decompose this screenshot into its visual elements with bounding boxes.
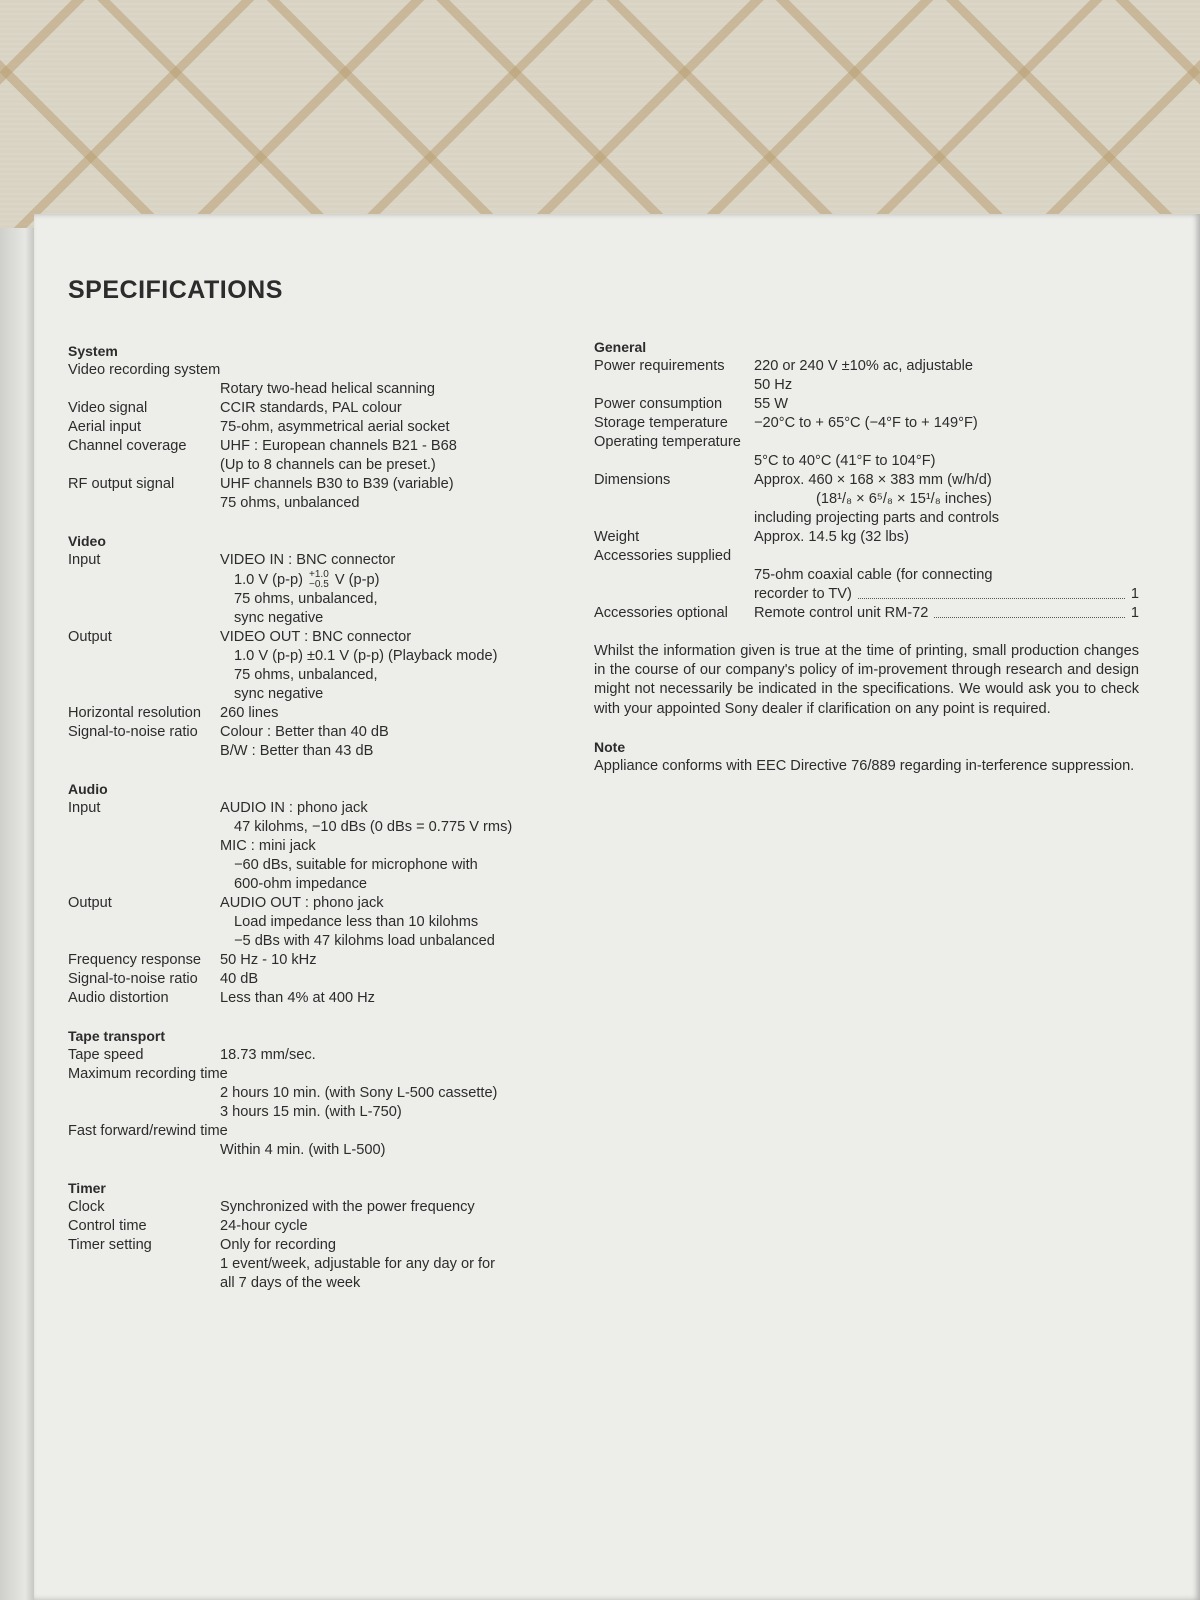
- section-heading-tape: Tape transport: [68, 1028, 165, 1044]
- spec-label: Clock: [68, 1199, 105, 1215]
- spec-row: [68, 723, 568, 742]
- spec-label: Video recording system: [68, 362, 221, 378]
- spec-label: Accessories supplied: [594, 548, 732, 564]
- spec-label: Input: [68, 552, 101, 568]
- spec-row: [68, 704, 568, 723]
- spec-value: Rotary two-head helical scanning: [220, 381, 435, 397]
- spec-value: including projecting parts and controls: [754, 510, 999, 526]
- spec-row: [68, 628, 568, 647]
- spec-row: [68, 799, 568, 818]
- spec-row: [68, 551, 568, 570]
- quantity: 1: [1130, 605, 1139, 621]
- spec-row: [68, 1046, 568, 1065]
- spec-row: [68, 1217, 568, 1236]
- spec-value: 47 kilohms, −10 dBs (0 dBs = 0.775 V rms): [234, 819, 513, 835]
- spec-label: Accessories optional: [594, 605, 728, 621]
- specification-page: [34, 214, 1200, 1600]
- spec-value: sync negative: [234, 610, 324, 626]
- spec-row: [594, 604, 1139, 623]
- spec-label: Horizontal resolution: [68, 705, 202, 721]
- section-heading-audio: Audio: [68, 781, 108, 797]
- spec-label: Control time: [68, 1218, 147, 1234]
- spec-value: 2 hours 10 min. (with Sony L-500 cassette): [220, 1085, 498, 1101]
- spec-label: RF output signal: [68, 476, 175, 492]
- spec-label: Power consumption: [594, 396, 723, 412]
- spec-value: B/W : Better than 43 dB: [220, 743, 374, 759]
- tolerance-minus: −0.5: [309, 579, 329, 590]
- spec-label: Timer setting: [68, 1237, 152, 1253]
- spec-value: 75 ohms, unbalanced,: [234, 667, 378, 683]
- spec-value: UHF channels B30 to B39 (variable): [220, 476, 454, 492]
- spec-value: 75 ohms, unbalanced,: [234, 591, 378, 607]
- section-heading-video: Video: [68, 533, 106, 549]
- spec-value: Load impedance less than 10 kilohms: [234, 914, 479, 930]
- spec-value: all 7 days of the week: [220, 1275, 361, 1291]
- spec-value: 50 Hz - 10 kHz: [220, 952, 317, 968]
- spec-label: Tape speed: [68, 1047, 144, 1063]
- spec-value: AUDIO OUT : phono jack: [220, 895, 384, 911]
- spec-label: Input: [68, 800, 101, 816]
- right-column: [594, 338, 1139, 776]
- spec-value: Less than 4% at 400 Hz: [220, 990, 375, 1006]
- spec-value: 75-ohm, asymmetrical aerial socket: [220, 419, 450, 435]
- spec-row: [68, 1198, 568, 1217]
- spec-label: Power requirements: [594, 358, 725, 374]
- spec-value: UHF : European channels B21 - B68: [220, 438, 457, 454]
- spec-label: Audio distortion: [68, 990, 169, 1006]
- spec-value: Approx. 14.5 kg (32 lbs): [754, 529, 909, 545]
- dotted-leader: [934, 604, 1124, 618]
- spec-label: Output: [68, 895, 112, 911]
- spec-value: −5 dBs with 47 kilohms load unbalanced: [234, 933, 495, 949]
- spec-row: [68, 418, 568, 437]
- spec-label: Storage temperature: [594, 415, 728, 431]
- input-level-unit: V (p-p): [334, 571, 380, 588]
- spec-label: Signal-to-noise ratio: [68, 971, 198, 987]
- spec-value: 3 hours 15 min. (with L-750): [220, 1104, 402, 1120]
- spec-row: [594, 357, 1139, 376]
- spec-value: Synchronized with the power frequency: [220, 1199, 475, 1215]
- section-heading-system: System: [68, 343, 118, 359]
- spec-label: Operating temperature: [594, 434, 741, 450]
- spec-row: [594, 414, 1139, 433]
- spec-value: −20°C to + 65°C (−4°F to + 149°F): [754, 415, 978, 431]
- spec-value: VIDEO IN : BNC connector: [220, 552, 396, 568]
- spec-value: Only for recording: [220, 1237, 336, 1253]
- spec-row: [68, 989, 568, 1008]
- spec-row: [68, 1236, 568, 1255]
- section-heading-general: General: [594, 339, 647, 355]
- spec-label: Aerial input: [68, 419, 142, 435]
- dotted-leader-row: [754, 585, 1139, 604]
- spec-value: 18.73 mm/sec.: [220, 1047, 316, 1063]
- note-paragraph: Appliance conforms with EEC Directive 76/889 regarding in-terference suppression.: [594, 757, 1135, 774]
- spec-value: (18¹/₈ × 6⁵/₈ × 15¹/₈ inches): [816, 491, 992, 507]
- spec-row: [594, 395, 1139, 414]
- input-level: 1.0 V (p-p): [234, 571, 303, 588]
- spec-row: [68, 399, 568, 418]
- spec-row: [68, 894, 568, 913]
- spec-label: Channel coverage: [68, 438, 187, 454]
- disclaimer-paragraph: Whilst the information given is true at the time of printing, small production changes in the course of our company's policy of im-provement through research and design might not necessarily be indicated in the specifications. We would ask you to check with your appointed Sony dealer if clarification on any point is required.: [594, 643, 1139, 717]
- spec-value: 24-hour cycle: [220, 1218, 308, 1234]
- spec-value: AUDIO IN : phono jack: [220, 800, 368, 816]
- spec-label: Fast forward/rewind time: [68, 1123, 228, 1139]
- spec-label: Frequency response: [68, 952, 202, 968]
- spec-value: MIC : mini jack: [220, 838, 316, 854]
- spec-label: Weight: [594, 529, 640, 545]
- spec-value: 1.0 V (p-p) ±0.1 V (p-p) (Playback mode): [234, 648, 498, 664]
- spec-value: (Up to 8 channels can be preset.): [220, 457, 436, 473]
- spec-value: Within 4 min. (with L-500): [220, 1142, 386, 1158]
- section-heading-note: Note: [594, 738, 626, 755]
- spec-value: 220 or 240 V ±10% ac, adjustable: [754, 358, 973, 374]
- spec-value: 55 W: [754, 396, 789, 412]
- spec-value: 5°C to 40°C (41°F to 104°F): [754, 453, 936, 469]
- spec-label: Video signal: [68, 400, 148, 416]
- spec-row: [594, 528, 1139, 547]
- tolerance-plus: +1.0: [309, 569, 329, 580]
- spec-label: Maximum recording time: [68, 1066, 228, 1082]
- section-heading-timer: Timer: [68, 1180, 106, 1196]
- spec-row: [68, 475, 568, 494]
- facing-page-edge: [0, 228, 36, 1600]
- spec-value: Remote control unit RM-72: [754, 605, 929, 621]
- tolerance-fraction: [309, 570, 329, 590]
- page-title: SPECIFICATIONS: [68, 276, 283, 304]
- spec-label: Dimensions: [594, 472, 671, 488]
- spec-value: recorder to TV): [754, 586, 852, 602]
- dotted-leader-row: [754, 604, 1139, 623]
- spec-label: Output: [68, 629, 112, 645]
- spec-value: 50 Hz: [754, 377, 793, 393]
- spec-value: 260 lines: [220, 705, 279, 721]
- spec-value: Approx. 460 × 168 × 383 mm (w/h/d): [754, 472, 992, 488]
- spec-value: 600-ohm impedance: [234, 876, 368, 892]
- spec-value-tolerance: [68, 570, 568, 590]
- spec-value: 75 ohms, unbalanced: [220, 495, 360, 511]
- spec-value-leader: [594, 585, 1139, 604]
- spec-value: VIDEO OUT : BNC connector: [220, 629, 412, 645]
- spec-value: CCIR standards, PAL colour: [220, 400, 402, 416]
- spec-row: [68, 437, 568, 456]
- spec-row: [68, 970, 568, 989]
- spec-value: −60 dBs, suitable for microphone with: [234, 857, 478, 873]
- spec-value: Colour : Better than 40 dB: [220, 724, 389, 740]
- left-column: [68, 342, 568, 1293]
- spec-label: Signal-to-noise ratio: [68, 724, 198, 740]
- quantity: 1: [1130, 586, 1139, 602]
- spec-value: 40 dB: [220, 971, 259, 987]
- dotted-leader: [858, 585, 1125, 599]
- spec-row: [594, 471, 1139, 490]
- spec-value: sync negative: [234, 686, 324, 702]
- spec-value: 75-ohm coaxial cable (for connecting: [754, 567, 993, 583]
- spec-row: [68, 951, 568, 970]
- spec-value: 1 event/week, adjustable for any day or for: [220, 1256, 496, 1272]
